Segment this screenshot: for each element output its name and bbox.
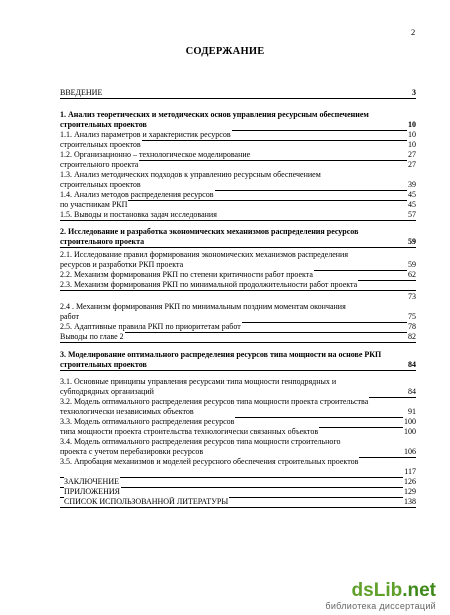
toc-entry-page: 100 — [404, 427, 416, 436]
toc-line — [60, 377, 416, 387]
toc-entry-text: 1. Анализ теоретических и методических основ управления ресурсным обеспечением — [60, 110, 369, 119]
toc-entry-text: 1.3. Анализ методических подходов к управлению ресурсным обеспечением — [60, 170, 321, 179]
toc-line — [60, 250, 416, 260]
toc-line — [60, 457, 416, 467]
toc-entry-page: 57 — [408, 210, 416, 219]
toc-entry-page: 82 — [408, 332, 416, 341]
toc-line — [60, 350, 416, 360]
toc-entry-text: 1.4. Анализ методов распределения ресурсов — [60, 190, 214, 199]
toc-entry-text: ЗАКЛЮЧЕНИЕ — [64, 477, 119, 486]
toc-entry-page: 3 — [412, 88, 416, 97]
toc-entry-text: строительного проекта — [60, 237, 145, 246]
toc-entry-text: ресурсов и разработки РКП проекта — [60, 260, 184, 269]
toc-entry-text: ВВЕДЕНИЕ — [60, 88, 103, 97]
toc-entry-page: 100 — [404, 417, 416, 426]
toc-entry-page: 138 — [404, 497, 416, 506]
toc-line — [60, 227, 416, 237]
toc-entry-text: 3.2. Модель оптимального распределения ресурсов типа мощности проекта строительства — [60, 397, 369, 406]
toc-entry-text: 2. Исследование и разработка экономических механизмов распределения ресурсов — [60, 227, 359, 236]
toc-line — [60, 302, 416, 312]
toc-entry-text: строительного проекта — [60, 160, 139, 169]
toc-entry-text: типа мощности проекта строительства технологически связанных объектов — [60, 427, 319, 436]
toc-entry-text: ПРИЛОЖЕНИЯ — [64, 487, 120, 496]
toc-line — [60, 437, 416, 447]
toc-entry-text: СПИСОК ИСПОЛЬЗОВАННОЙ ЛИТЕРАТУРЫ — [64, 497, 229, 506]
toc-line — [60, 200, 416, 210]
toc-entry-page: 27 — [408, 160, 416, 169]
toc-entry-page: 91 — [408, 407, 416, 416]
toc-entry-page: 84 — [408, 387, 416, 396]
toc-line — [60, 497, 416, 508]
toc-entry-page: 45 — [408, 200, 416, 209]
toc-line — [60, 88, 416, 99]
toc-line — [60, 397, 416, 407]
toc-entry-text: 2.4 . Механизм формирования РКП по минимальным поздним моментам окончания — [60, 302, 346, 311]
toc-entry-text: технологически независимых объектов — [60, 407, 194, 416]
toc-line — [60, 160, 416, 170]
toc-entry-page: 59 — [408, 237, 416, 246]
toc-entry-page: 126 — [404, 477, 416, 486]
toc-entry-text: строительных проектов — [60, 180, 141, 189]
toc-entry-text: субподрядных организаций — [60, 387, 154, 396]
watermark — [325, 581, 436, 611]
toc-entry-page: 45 — [408, 190, 416, 199]
page-number: 2 — [411, 27, 416, 37]
toc-entry-page: 117 — [404, 467, 416, 476]
toc-entry-page: 106 — [404, 447, 416, 456]
toc-entry-text: 1.2. Организационно – технологическое моделирование — [60, 150, 251, 159]
toc-line — [60, 280, 416, 291]
toc-entry-text: строительных проектов — [60, 140, 141, 149]
toc-entry-text: 2.3. Механизм формирования РКП по минимальной продолжительности работ проекта — [60, 280, 358, 289]
toc-line — [60, 170, 416, 180]
toc-entry-text: 3.3. Модель оптимального распределения ресурсов — [60, 417, 235, 426]
toc-entry-page: 75 — [408, 312, 416, 321]
toc-entry-page: 10 — [408, 130, 416, 139]
toc-line — [60, 210, 416, 221]
toc-line — [60, 360, 416, 371]
toc-entry-text: 3.1. Основные принципы управления ресурсами типа мощности генподрядных и — [60, 377, 337, 386]
toc-entry-page: 84 — [408, 360, 416, 369]
toc-entry-text: 1.1. Анализ параметров и характеристик ресурсов — [60, 130, 231, 139]
page-title: СОДЕРЖАНИЕ — [185, 46, 265, 57]
toc-entry-text: 2.2. Механизм формирования РКП по степени критичности работ проекта — [60, 270, 313, 279]
toc-line — [60, 332, 416, 343]
toc-entry-text: 2.5. Адаптивные правила РКП по приоритетам работ — [60, 322, 241, 331]
toc-entry-page: 10 — [408, 140, 416, 149]
toc-entry-page: 78 — [408, 322, 416, 331]
watermark-subtitle: библиотека диссертаций — [325, 601, 436, 611]
toc-entry-page: 73 — [408, 292, 416, 301]
toc-entry-text: 3.5. Апробация механизмов и моделей ресурсного обеспечения строительных проектов — [60, 457, 359, 466]
watermark-logo: dsLib.net — [351, 580, 436, 601]
toc-line — [60, 237, 416, 248]
toc-entry-text: строительных проектов — [60, 120, 147, 129]
toc-entry-page: 27 — [408, 150, 416, 159]
toc-entry-text: 3.4. Модель оптимального распределения ресурсов типа мощности строительного — [60, 437, 341, 446]
toc-entry-text: 3. Моделирование оптимального распределения ресурсов типа мощности на основе РКП — [60, 350, 382, 359]
toc-entry-text: 1.5. Выводы и постановка задач исследования — [60, 210, 217, 219]
toc-entry-text: строительных проектов — [60, 360, 147, 369]
toc-entry-text: проекта с учетом перебазировки ресурсов — [60, 447, 204, 456]
toc-entry-page: 59 — [408, 260, 416, 269]
toc-entry-page: 39 — [408, 180, 416, 189]
toc-entry-page: 10 — [408, 120, 416, 129]
toc-entry-page: 129 — [404, 487, 416, 496]
toc-line — [60, 292, 416, 302]
toc-entry-text: 2.1. Исследование правил формирования экономических механизмов распределения — [60, 250, 348, 259]
toc-entry-page: 62 — [408, 270, 416, 279]
toc-entry-text: Выводы по главе 2 — [60, 332, 124, 341]
toc-entry-text: по участникам РКП — [60, 200, 128, 209]
toc-line — [60, 427, 416, 437]
toc-line — [60, 140, 416, 150]
toc-line — [60, 110, 416, 120]
toc-entry-text: работ — [60, 312, 80, 321]
